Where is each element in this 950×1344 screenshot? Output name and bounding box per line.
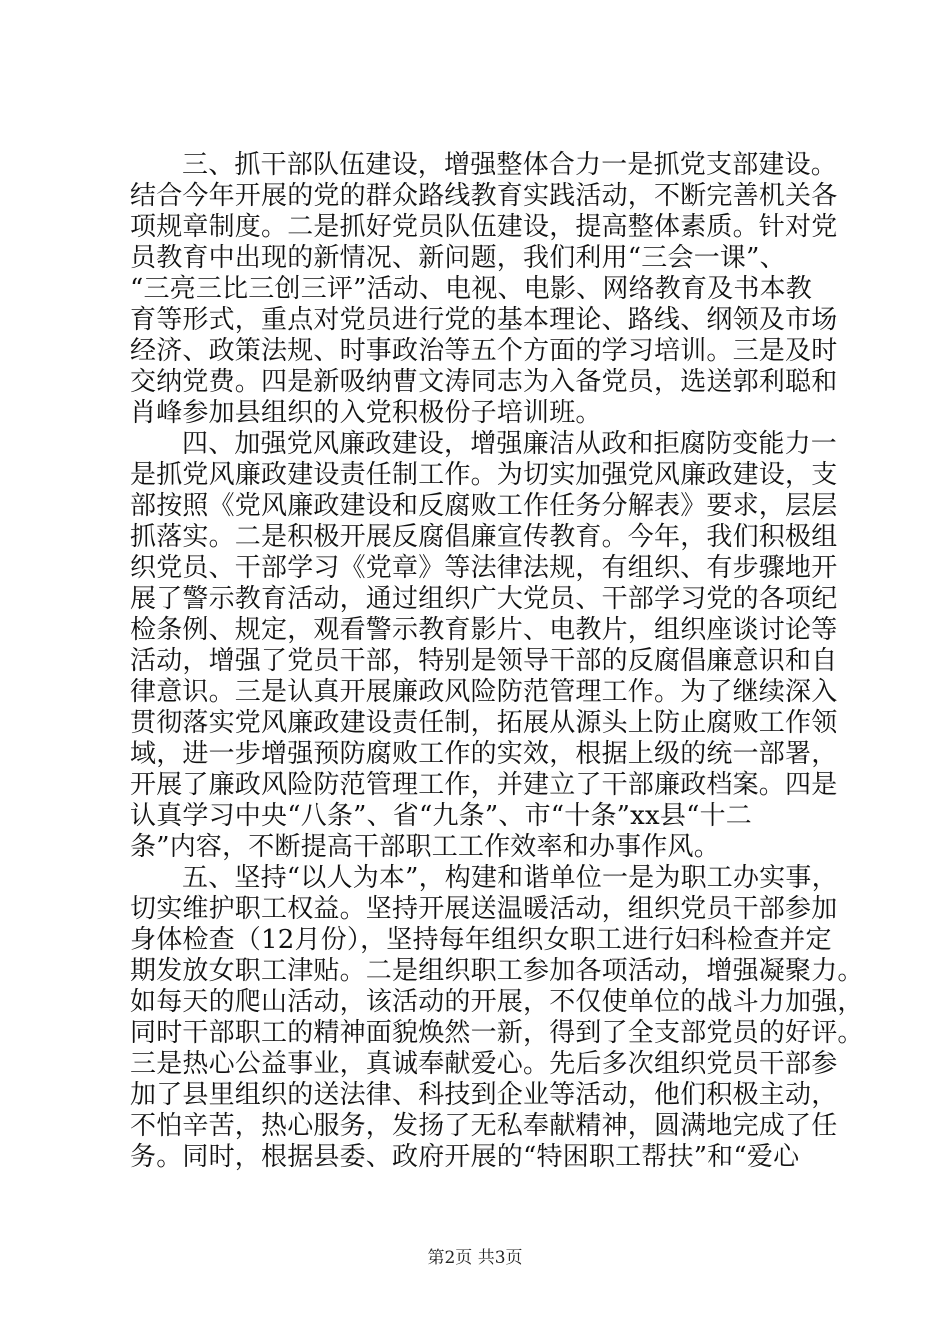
paragraph-4-line: 贯彻落实党风廉政建设责任制，拓展从源头上防止腐败工作领 <box>130 708 838 738</box>
paragraph-5-line: 三是热心公益事业，真诚奉献爱心。先后多次组织党员干部参 <box>130 1049 838 1079</box>
paragraph-3-line: 员教育中出现的新情况、新问题，我们利用“三会一课”、 <box>130 243 786 273</box>
paragraph-3-line: 结合今年开展的党的群众路线教育实践活动，不断完善机关各 <box>130 181 838 211</box>
paragraph-4-line: 认真学习中央“八条”、省“九条”、市“十条”xx县“十二 <box>130 801 752 831</box>
paragraph-5-line: 期发放女职工津贴。二是组织职工参加各项活动，增强凝聚力。 <box>130 956 864 986</box>
paragraph-4-line: 域，进一步增强预防腐败工作的实效，根据上级的统一部署， <box>130 739 838 769</box>
paragraph-3-line: 肖峰参加县组织的入党积极份子培训班。 <box>130 398 602 428</box>
paragraph-5-line: 不怕辛苦，热心服务，发扬了无私奉献精神，圆满地完成了任 <box>130 1111 838 1141</box>
paragraph-4-line: 条”内容，不断提高干部职工工作效率和办事作风。 <box>130 832 720 862</box>
paragraph-5-line: 如每天的爬山活动，该活动的开展，不仅使单位的战斗力加强， <box>130 987 864 1017</box>
paragraph-4-line: 检条例、规定，观看警示教育影片、电教片，组织座谈讨论等 <box>130 615 838 645</box>
document-body <box>130 150 864 1173</box>
paragraph-4-line: 织党员、干部学习《党章》等法律法规，有组织、有步骤地开 <box>130 553 838 583</box>
paragraph-5-line: 五、坚持“以人为本”，构建和谐单位一是为职工办实事， <box>182 863 838 893</box>
paragraph-4-line: 部按照《党风廉政建设和反腐败工作任务分解表》要求，层层 <box>130 491 838 521</box>
page-number-footer: 第2页 共3页 <box>427 1248 523 1268</box>
paragraph-4-line: 展了警示教育活动，通过组织广大党员、干部学习党的各项纪 <box>130 584 838 614</box>
paragraph-5-line: 务。同时，根据县委、政府开展的“特困职工帮扶”和“爱心 <box>130 1142 800 1172</box>
paragraph-3-line: 育等形式，重点对党员进行党的基本理论、路线、纲领及市场 <box>130 305 838 335</box>
paragraph-5-line: 切实维护职工权益。坚持开展送温暖活动，组织党员干部参加 <box>130 894 838 924</box>
paragraph-5-line: 身体检查（12月份），坚持每年组织女职工进行妇科检查并定 <box>130 925 832 955</box>
paragraph-4-line: 四、加强党风廉政建设，增强廉洁从政和拒腐防变能力一 <box>182 429 838 459</box>
paragraph-4-line: 律意识。三是认真开展廉政风险防范管理工作。为了继续深入 <box>130 677 838 707</box>
paragraph-5-line: 加了县里组织的送法律、科技到企业等活动，他们积极主动， <box>130 1080 838 1110</box>
paragraph-4-line: 开展了廉政风险防范管理工作，并建立了干部廉政档案。四是 <box>130 770 838 800</box>
paragraph-4-line: 活动，增强了党员干部，特别是领导干部的反腐倡廉意识和自 <box>130 646 838 676</box>
paragraph-4-line: 抓落实。二是积极开展反腐倡廉宣传教育。今年，我们积极组 <box>130 522 838 552</box>
paragraph-3-line: 三、抓干部队伍建设，增强整体合力一是抓党支部建设。 <box>182 150 838 180</box>
paragraph-5-line: 同时干部职工的精神面貌焕然一新，得到了全支部党员的好评。 <box>130 1018 864 1048</box>
paragraph-3-line: 交纳党费。四是新吸纳曹文涛同志为入备党员，选送郭利聪和 <box>130 367 838 397</box>
paragraph-4-line: 是抓党风廉政建设责任制工作。为切实加强党风廉政建设，支 <box>130 460 838 490</box>
paragraph-3-line: 项规章制度。二是抓好党员队伍建设，提高整体素质。针对党 <box>130 212 838 242</box>
paragraph-3-line: “三亮三比三创三评”活动、电视、电影、网络教育及书本教 <box>130 274 812 304</box>
paragraph-3-line: 经济、政策法规、时事政治等五个方面的学习培训。三是及时 <box>130 336 838 366</box>
